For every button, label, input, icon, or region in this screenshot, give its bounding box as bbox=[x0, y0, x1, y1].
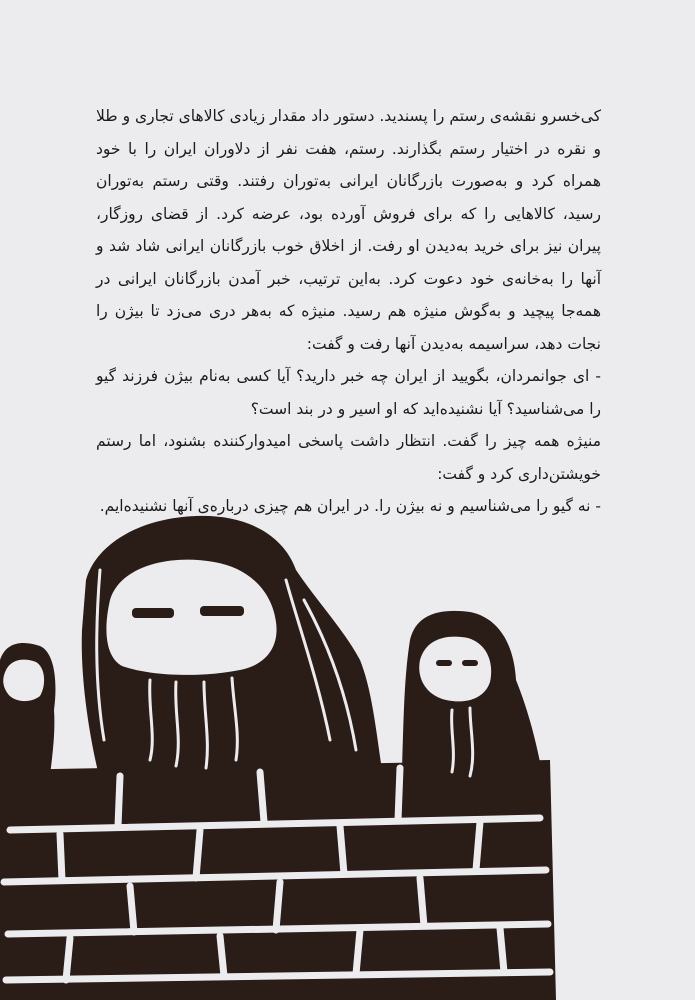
dialogue-manijeh: - ای جوانمردان، بگویید از ایران چه خبر دارید؟ آیا کسی به‌نام بیژن فرزند گیو را می‌شناسید؟ آیا نشنیده‌اید که او اسیر و در بند است؟ bbox=[96, 360, 601, 425]
story-text bbox=[96, 100, 601, 523]
narration-paragraph-2: منیژه همه چیز را گفت. انتظار داشت پاسخی امیدوارکننده بشنود، اما رستم خویشتن‌داری کرد و گفت: bbox=[96, 432, 601, 483]
dialogue-rostam: - نه گیو را می‌شناسیم و نه بیژن را. در ایران هم چیزی درباره‌ی آنها نشنیده‌ایم. bbox=[96, 490, 601, 523]
woodcut-illustration bbox=[0, 510, 560, 1000]
woodcut-figures-image bbox=[0, 510, 560, 1000]
narration-paragraph: کی‌خسرو نقشه‌ی رستم را پسندید. دستور داد مقدار زیادی کالاهای تجاری و طلا و نقره در اختیار رستم بگذارند. رستم، هفت نفر از دلاوران ایران را با خود همراه کرد و به‌صورت بازرگانان ایرانی به‌توران رفتند. وقتی رستم به‌توران رسید، کالاهایی را که برای فروش آورده بود، عرضه کرد. از قضای روزگار، پیران نیز برای خرید به‌دیدن او رفت. از اخلاق خوب بازرگانان ایرانی شاد شد و آنها را به‌خانه‌ی خود دعوت کرد. به‌این ترتیب، خبر آمدن بازرگانان ایرانی در همه‌جا پیچید و به‌گوش منیژه هم رسید. منیژه که به‌هر دری می‌زد تا بیژن را نجات دهد، سراسیمه به‌دیدن آنها رفت و گفت: bbox=[96, 107, 601, 353]
